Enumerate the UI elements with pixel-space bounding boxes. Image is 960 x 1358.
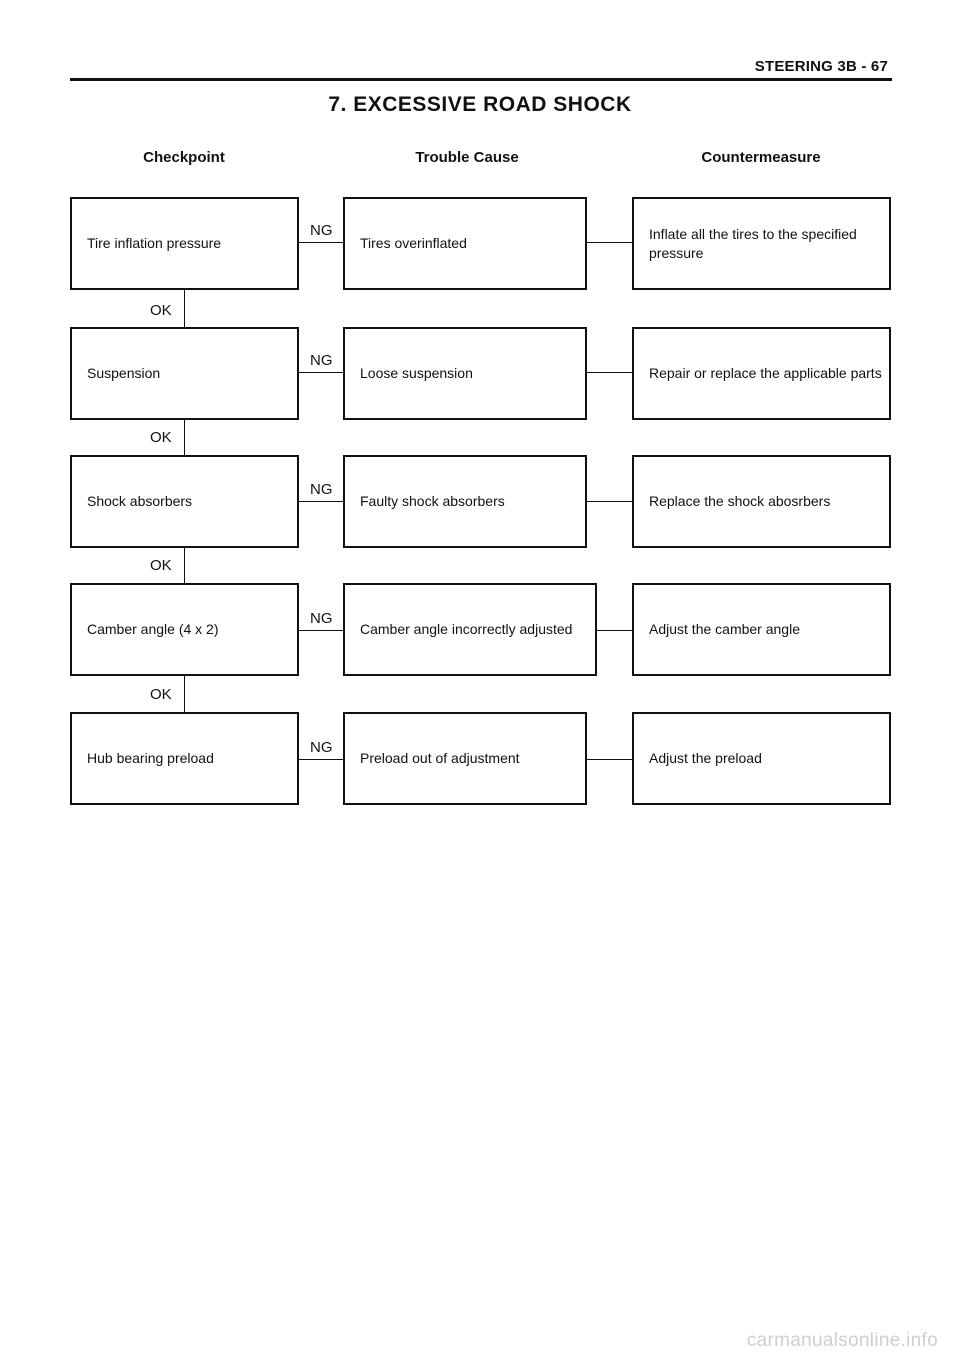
- trouble-cause-text: Tires overinflated: [360, 235, 467, 251]
- trouble-cause-text: Preload out of adjustment: [360, 750, 520, 766]
- column-heading-trouble-cause: Trouble Cause: [415, 149, 519, 166]
- countermeasure-box: [632, 197, 891, 290]
- countermeasure-text: Adjust the preload: [649, 750, 762, 766]
- trouble-cause-text: Camber angle incorrectly adjusted: [360, 621, 573, 637]
- trouble-cause-box: [343, 197, 587, 290]
- checkpoint-text: Tire inflation pressure: [87, 235, 222, 251]
- countermeasure-text: Repair or replace the applicable parts: [649, 365, 882, 381]
- checkpoint-box: [70, 583, 299, 676]
- checkpoint-text: Shock absorbers: [87, 493, 193, 509]
- ng-connector: [298, 630, 344, 631]
- trouble-cause-box: [343, 583, 597, 676]
- ok-connector: [184, 419, 185, 457]
- column-heading-checkpoint: Checkpoint: [143, 149, 225, 166]
- ng-label: NG: [310, 610, 333, 627]
- countermeasure-text: Replace the shock abosrbers: [649, 493, 831, 509]
- ok-label: OK: [150, 557, 172, 574]
- ng-connector: [298, 372, 344, 373]
- column-heading-countermeasure: Countermeasure: [701, 149, 821, 166]
- countermeasure-text: Adjust the camber angle: [649, 621, 800, 637]
- trouble-cause-box: [343, 455, 587, 548]
- ng-label: NG: [310, 481, 333, 498]
- checkpoint-box: [70, 455, 299, 548]
- checkpoint-box: [70, 197, 299, 290]
- ok-label: OK: [150, 429, 172, 446]
- checkpoint-box: [70, 327, 299, 420]
- ng-connector: [298, 501, 344, 502]
- ng-connector: [298, 242, 344, 243]
- ng-label: NG: [310, 352, 333, 369]
- section-header: STEERING 3B - 67: [754, 58, 888, 75]
- ok-connector: [184, 675, 185, 713]
- checkpoint-text: Hub bearing preload: [87, 750, 214, 766]
- checkpoint-text: Camber angle (4 x 2): [87, 621, 219, 637]
- countermeasure-text: Inflate all the tires to the specified pressure: [649, 225, 857, 261]
- header-rule: [70, 78, 892, 81]
- page-title: 7. EXCESSIVE ROAD SHOCK: [328, 93, 632, 116]
- ng-connector: [298, 759, 344, 760]
- countermeasure-box: [632, 455, 891, 548]
- checkpoint-text: Suspension: [87, 365, 161, 381]
- ok-connector: [184, 547, 185, 585]
- countermeasure-box: [632, 327, 891, 420]
- countermeasure-box: [632, 712, 891, 805]
- ok-label: OK: [150, 686, 172, 703]
- trouble-cause-box: [343, 327, 587, 420]
- trouble-cause-text: Faulty shock absorbers: [360, 493, 505, 509]
- countermeasure-box: [632, 583, 891, 676]
- countermeasure-connector: [586, 242, 633, 243]
- countermeasure-connector: [586, 759, 633, 760]
- countermeasure-connector: [586, 372, 633, 373]
- trouble-cause-text: Loose suspension: [360, 365, 473, 381]
- ok-label: OK: [150, 302, 172, 319]
- watermark: carmanualsonline.info: [746, 1330, 938, 1351]
- ng-label: NG: [310, 222, 333, 239]
- countermeasure-connector: [586, 501, 633, 502]
- trouble-cause-box: [343, 712, 587, 805]
- ok-connector: [184, 289, 185, 329]
- checkpoint-box: [70, 712, 299, 805]
- ng-label: NG: [310, 739, 333, 756]
- countermeasure-connector: [596, 630, 633, 631]
